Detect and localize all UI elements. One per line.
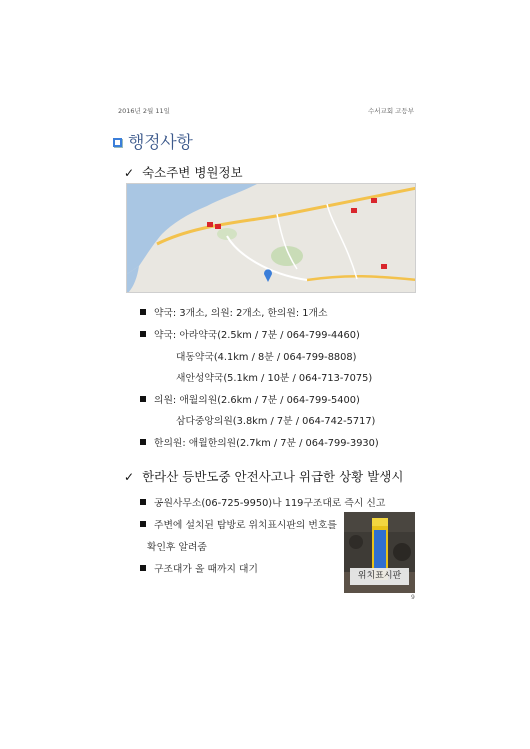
map-pin-icon[interactable]: [371, 198, 377, 203]
square-bullet-icon: [140, 521, 146, 527]
square-bullet-icon: [140, 331, 146, 337]
map-pin-icon[interactable]: [207, 222, 213, 227]
map-pin-icon[interactable]: [351, 208, 357, 213]
area-map[interactable]: [126, 183, 416, 293]
square-bullet-icon: [140, 565, 146, 571]
map-pin-icon[interactable]: [264, 269, 272, 282]
list-item: 삼다중앙의원(3.8km / 7분 / 064-742-5717): [176, 416, 376, 427]
map-pin-icon[interactable]: [381, 264, 387, 269]
list-item: 대동약국(4.1km / 8분 / 064-799-8808): [176, 352, 357, 363]
section-heading-text: 한라산 등반도중 안전사고나 위급한 상황 발생시: [142, 469, 404, 484]
list-item: 약국: 아라약국(2.5km / 7분 / 064-799-4460): [140, 327, 360, 341]
sea-area: [127, 184, 257, 274]
section-heading-emergency: [124, 467, 403, 485]
checkbox-square-icon: [113, 138, 122, 147]
list-item: 구조대가 올 때까지 대기: [140, 561, 258, 575]
list-item: 새안성약국(5.1km / 10분 / 064-713-7075): [176, 373, 373, 384]
square-bullet-icon: [140, 309, 146, 315]
list-item: 약국: 3개소, 의원: 2개소, 한의원: 1개소: [140, 305, 327, 319]
header-date: 2016년 2월 11일: [118, 107, 170, 115]
photo-label: 위치표시판: [350, 568, 409, 585]
map-pin-icon[interactable]: [215, 224, 221, 229]
page-number: 9: [411, 594, 415, 601]
list-item: 주변에 설치된 탐방로 위치표시판의 번호를: [140, 517, 337, 531]
map-graphic: [127, 184, 416, 293]
location-marker-photo: [344, 512, 415, 593]
square-bullet-icon: [140, 396, 146, 402]
page-title-row: [113, 128, 193, 153]
square-bullet-icon: [140, 439, 146, 445]
coastal-road: [307, 276, 416, 280]
list-item: 한의원: 애월한의원(2.7km / 7분 / 064-799-3930): [140, 435, 379, 449]
green-area: [217, 228, 237, 240]
list-item: 의원: 애월의원(2.6km / 7분 / 064-799-5400): [140, 392, 360, 406]
square-bullet-icon: [140, 499, 146, 505]
header-author: 수서교회 고등부: [368, 107, 415, 115]
local-road-3: [327, 204, 357, 279]
list-item: 공원사무소(06-725-9950)나 119구조대로 즉시 신고: [140, 495, 385, 509]
page-title: 행정사항: [128, 133, 193, 153]
checkmark-icon: ✓: [124, 470, 135, 484]
section-heading-text: 숙소주변 병원정보: [142, 165, 243, 180]
section-heading-hospitals: [124, 163, 243, 181]
list-item: 확인후 알려줌: [147, 542, 207, 553]
checkmark-icon: ✓: [124, 166, 135, 180]
